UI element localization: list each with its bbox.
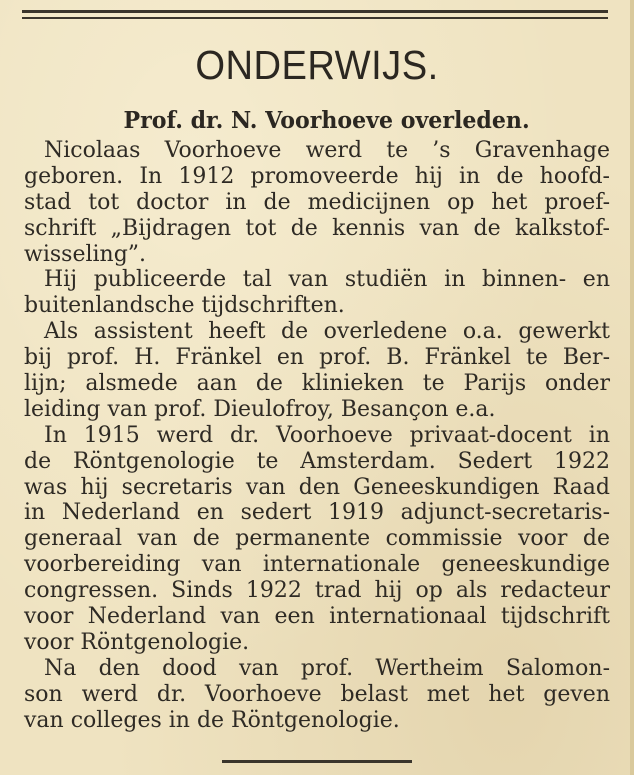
body-line: congressen. Sinds 1922 trad hij op als redacteur (24, 578, 610, 604)
body-line: lijn; alsmede aan de klinieken te Parijs onder (24, 371, 610, 397)
bottom-divider (222, 760, 412, 763)
body-line: voor Nederland van een internationaal tijdschrift (24, 604, 610, 630)
page-edge (630, 0, 634, 775)
body-line: de Röntgenologie te Amsterdam. Sedert 1922 (24, 448, 610, 474)
body-line: buitenlandsche tijdschriften. (24, 293, 345, 319)
body-line: geboren. In 1912 promoveerde hij in de hoofd- (24, 163, 610, 189)
body-line: bij prof. H. Fränkel en prof. B. Fränkel te Ber- (24, 345, 610, 371)
body-line: in Nederland en sedert 1919 adjunct-secretaris- (24, 500, 610, 526)
body-line: voorbereiding van internationale geneeskundige (24, 552, 610, 578)
top-divider-thin (22, 17, 608, 19)
body-line: van colleges in de Röntgenologie. (24, 707, 400, 733)
body-line: Als assistent heeft de overledene o.a. gewerkt (44, 319, 610, 345)
body-line: wisseling”. (24, 241, 147, 267)
body-line: schrift „Bijdragen tot de kennis van de kalkstof- (24, 215, 610, 241)
body-line: voor Röntgenologie. (24, 629, 250, 655)
body-line: was hij secretaris van den Geneeskundigen Raad (24, 474, 610, 500)
body-line: In 1915 werd dr. Voorhoeve privaat-docent in (44, 422, 610, 448)
body-line: Na den dood van prof. Wertheim Salomon- (44, 655, 610, 681)
body-line: leiding van prof. Dieulofroy, Besançon e.a. (24, 396, 496, 422)
top-divider-thick (22, 10, 608, 13)
article-headline: Prof. dr. N. Voorhoeve overleden. (123, 107, 530, 134)
body-line: generaal van de permanente commissie voor de (24, 526, 610, 552)
body-line: Hij publiceerde tal van studiën in binnen- en (44, 267, 610, 293)
body-line: son werd dr. Voorhoeve belast met het geven (24, 681, 610, 707)
article-body (24, 138, 610, 733)
section-title: ONDERWIJS. (195, 42, 439, 88)
body-line: Nicolaas Voorhoeve werd te ’s Gravenhage (44, 138, 610, 163)
body-line: stad tot doctor in de medicijnen op het proef- (24, 189, 610, 215)
